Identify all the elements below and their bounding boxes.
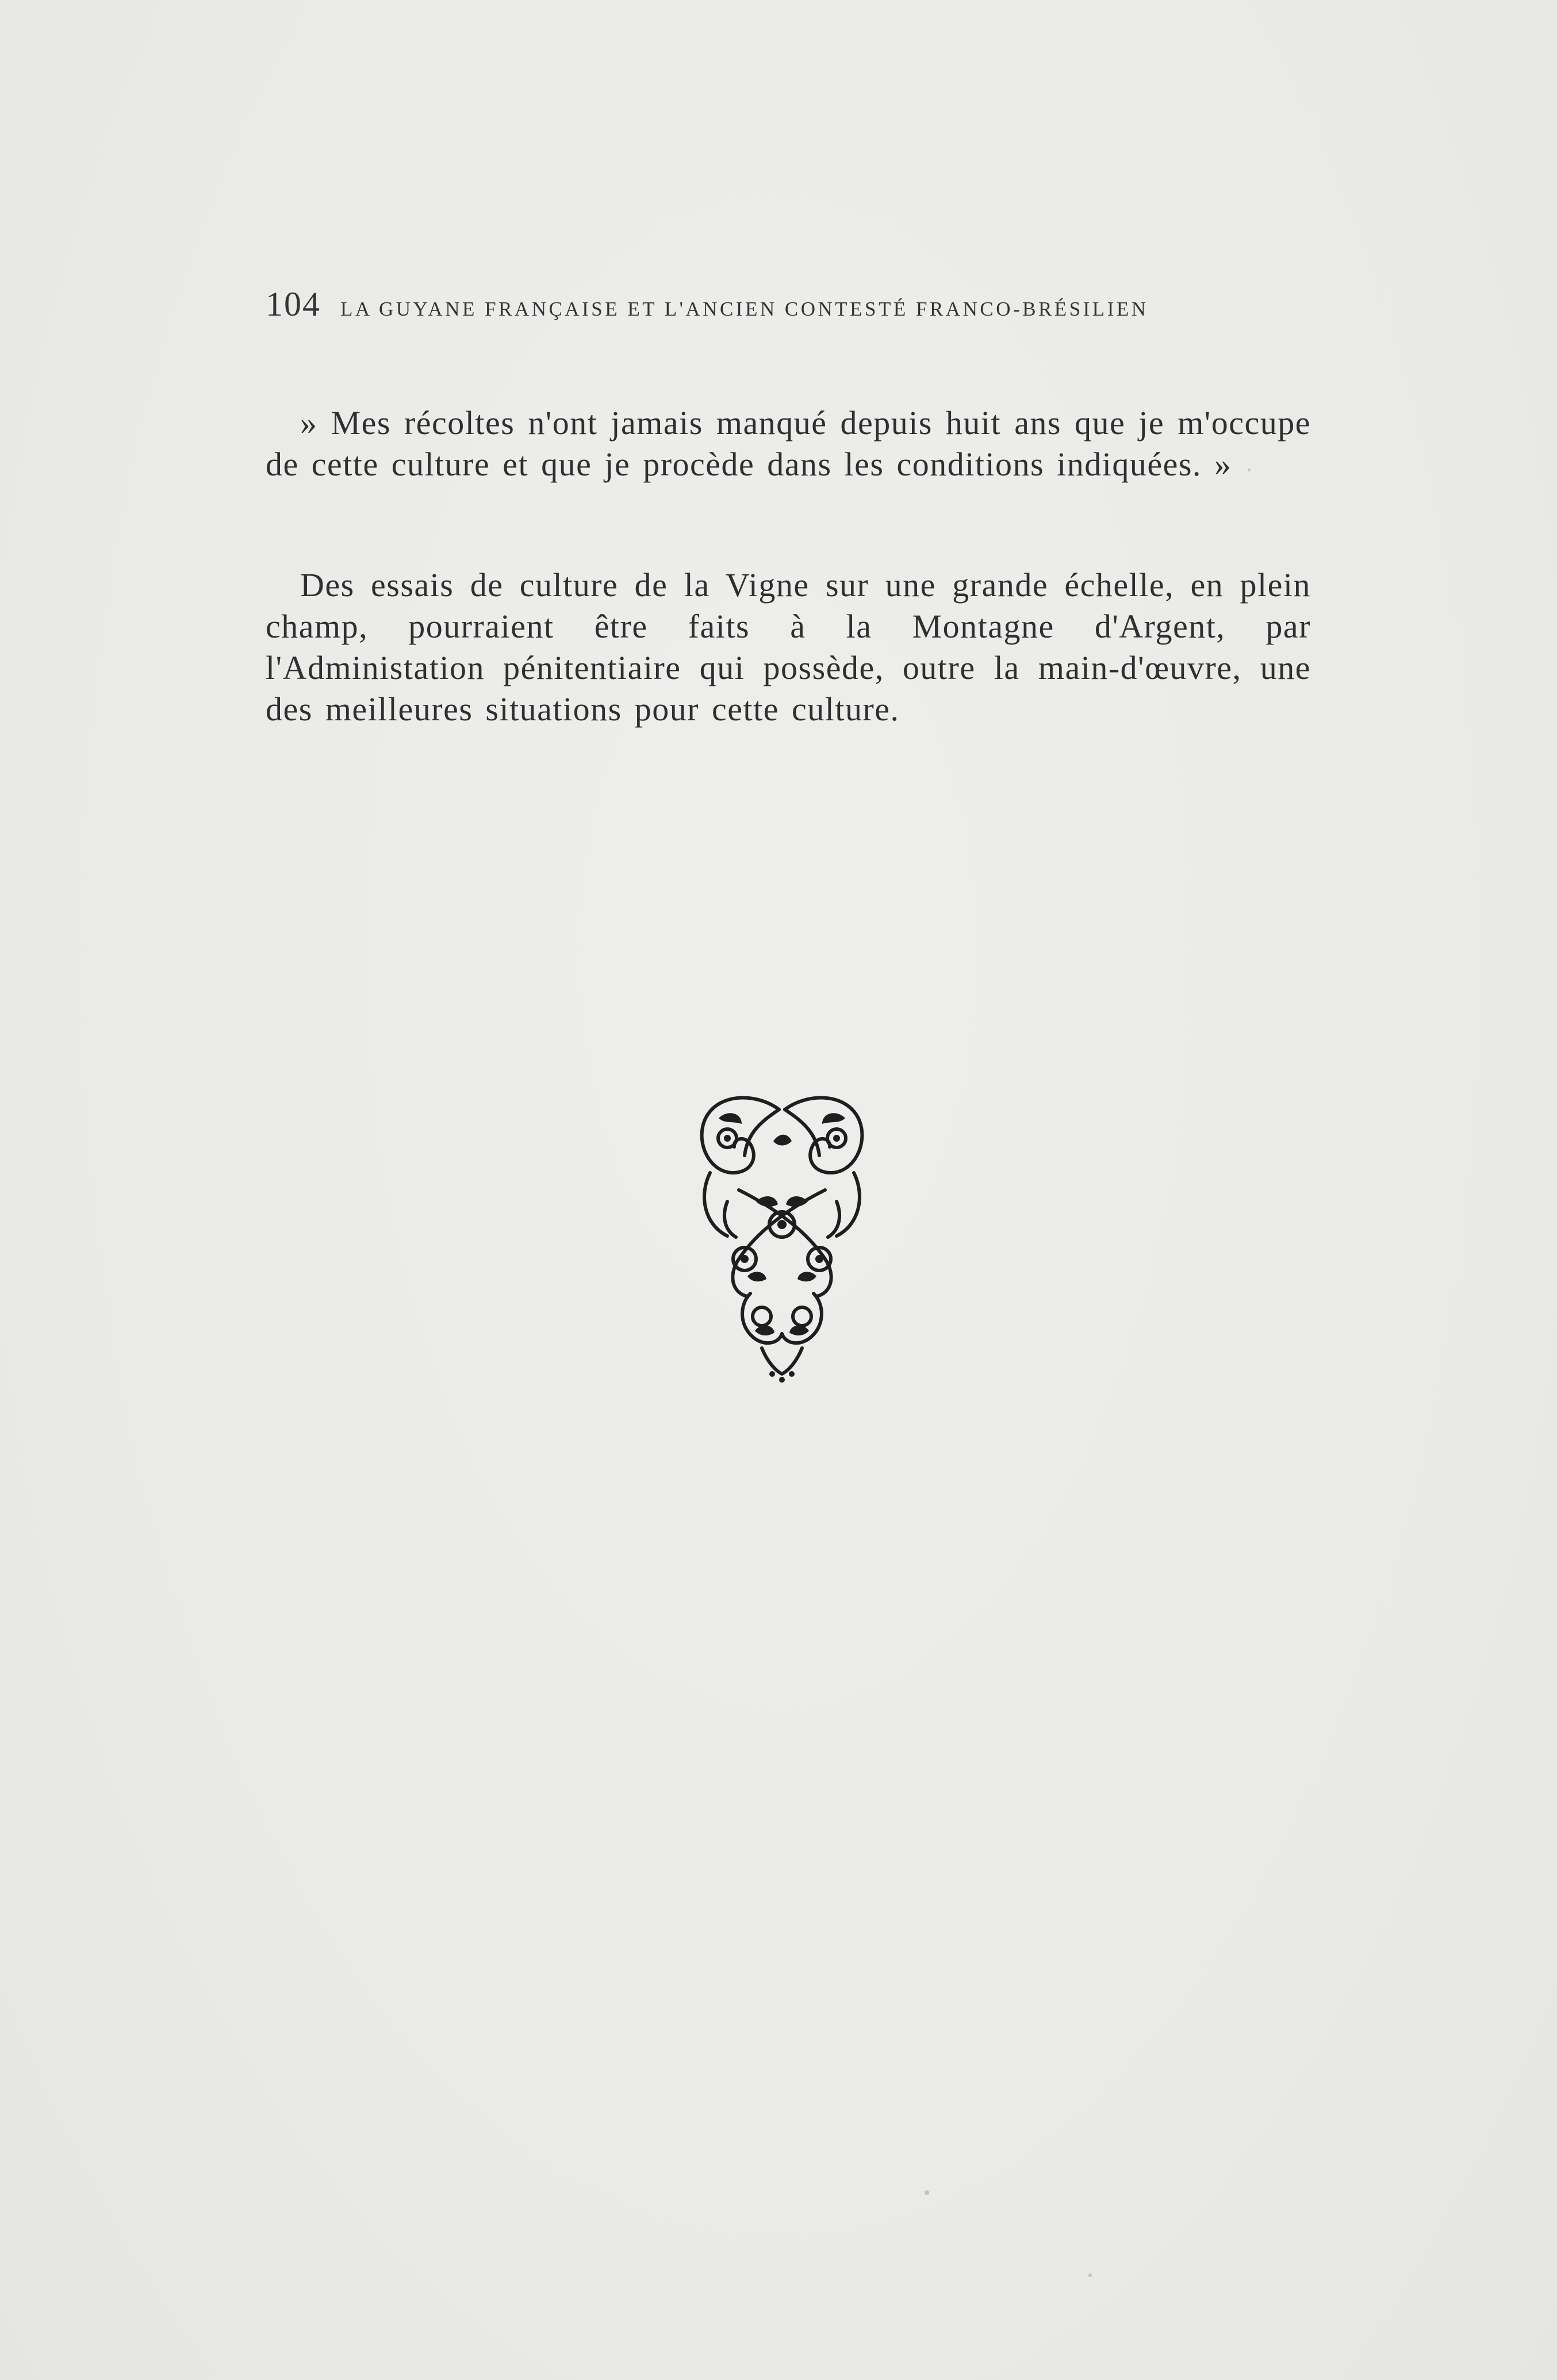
paper-speck: [1088, 2274, 1092, 2277]
running-title: LA GUYANE FRANÇAISE ET L'ANCIEN CONTESTÉ FRANCO-BRÉSILIEN: [340, 298, 1149, 320]
running-head: [266, 285, 1312, 331]
paper-speck: [1248, 469, 1251, 471]
floral-ornament-icon: [693, 1087, 871, 1385]
paragraph-quote: » Mes récoltes n'ont jamais manqué depuis huit ans que je m'occupe de cette culture et que je procède dans les conditions indiquées. »: [266, 404, 1311, 483]
paragraph-body: Des essais de culture de la Vigne sur une grande échelle, en plein champ, pourraient être faits à la Montagne d'Argent, par l'Administation pénitentiaire qui possède, outre la main-d'œuvre, une des meilleures situations pour cette culture.: [266, 566, 1311, 728]
page-number: 104: [266, 285, 321, 323]
paper-speck: [925, 2190, 929, 2195]
